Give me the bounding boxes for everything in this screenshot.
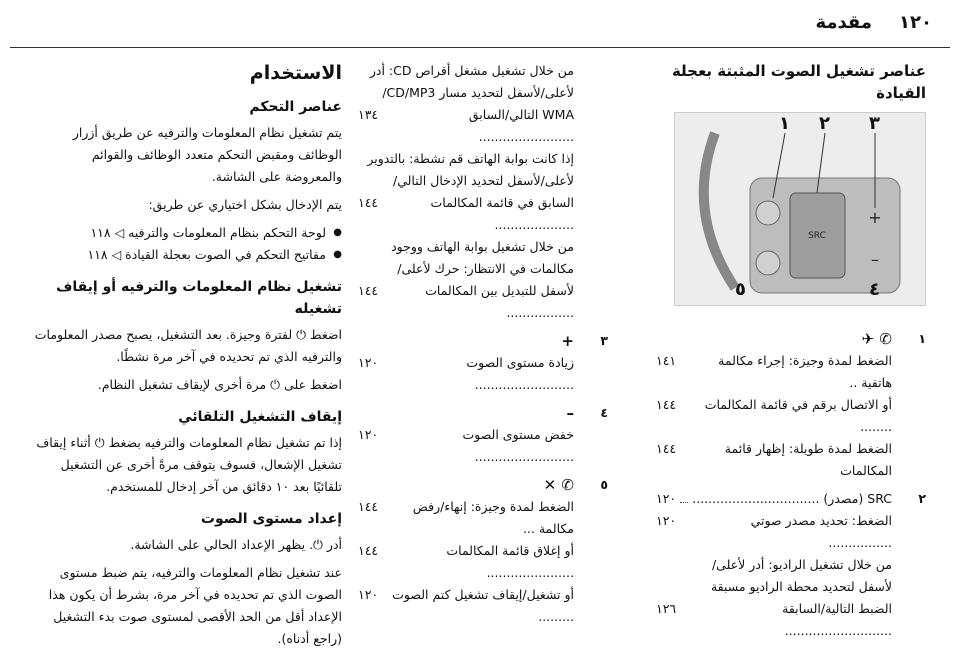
entry-number: ٥ [600,477,608,492]
paragraph: يتم تشغيل نظام المعلومات والترفيه عن طريق أزرار الوظائف ومقبض التحكم متعدد الوظائف والقوائم والمعروضة على الشاشة. [72,125,342,184]
page-header [0,0,960,48]
callout-4: ٤ [869,279,880,300]
controls-heading: عناصر التحكم [249,99,342,115]
entry-line: إذا كانت بوابة الهاتف قم نشطة: بالتدوير [367,151,574,166]
paragraph: إذا تم تشغيل نظام المعلومات والترفيه بضغط ⏻ أثناء إيقاف تشغيل الإشعال، فسوف يتوقف مرةً أخرى عن التشغيل تلقائيًا بعد ١٠ دقائق من آخر إدخال للمستخدم. [36,435,342,494]
volume-heading: إعداد مستوى الصوت [200,511,342,527]
entry-line: من خلال تشغيل بوابة الهاتف ووجود [391,239,574,254]
bullet-item: ● مفاتيح التحكم في الصوت بعجلة القيادة ◁ ١١٨ [34,244,342,266]
entry-3 [358,330,608,396]
entry-line: السابق في قائمة المكالمات .................... ١٤٤ [358,195,574,232]
entry-line: الضغط لمدة وجيزة: إجراء مكالمة هاتفية .. ١٤١ [656,353,892,390]
entry-line: لأعلى/لأسفل لتحديد مسار CD/MP3/ [382,85,574,100]
entry-line: لأعلى/لأسفل لتحديد الإدخال التالي/ [392,173,574,188]
phone-answer-icon: ✆ ✈ [861,330,892,348]
src-label: SRC [808,231,826,241]
entry-line: الضغط لمدة طويلة: إظهار قائمة المكالمات ١٤٤ [656,441,892,478]
entry-number: ١ [918,331,926,346]
entry-line: الضبط التالية/السابقة ........................... ١٢٦ [656,601,892,638]
usage-title: الاستخدام [249,62,342,84]
entry-line: الضغط لمدة وجيزة: إنهاء/رفض مكالمة ... ١٤٤ [358,499,574,536]
phone-icon [756,201,780,225]
minus-icon: – [871,250,879,269]
entry-line: لأسفل لتحديد محطة الراديو مسبقة [710,579,892,594]
plus-icon: + [561,332,574,350]
entry-4 [358,402,608,468]
right-column [656,60,926,648]
paragraph: يتم الإدخال بشكل اختياري عن طريق: [148,197,342,212]
paragraph: عند تشغيل نظام المعلومات والترفيه، يتم ضبط مستوى الصوت الذي تم تحديده في آخر مرة، بشرط أن يكون هذا الإعداد أقل من الحد الأقصى لمستوى صوت بدء التشغيل (راجع أدناه). [48,565,342,646]
left-column [34,60,342,656]
bullet-item: ● لوحة التحكم بنظام المعلومات والترفيه ◁ ١١٨ [34,222,342,244]
entry-line: أو تشغيل/إيقاف تشغيل كتم الصوت ......... ١٢٠ [358,587,574,624]
callout-2: ٢ [819,113,830,134]
phone-end-icon [756,251,780,275]
entry-line: من خلال تشغيل الراديو: أدر لأعلى/ [711,557,892,572]
auto-off-heading: إيقاف التشغيل التلقائي [178,409,342,425]
paragraph: أدر ⏻. يظهر الإعداد الحالي على الشاشة. [130,537,342,552]
page-number: ١٢٠ [899,12,932,33]
entry-line: الضغط: تحديد مصدر صوتي ................ ١٢٠ [656,513,892,550]
phone-end-icon: ✆ ✕ [543,476,574,494]
callout-1: ١ [779,113,790,134]
entry-number: ٣ [600,333,608,348]
entry-line: أو الاتصال برقم في قائمة المكالمات ........ ١٤٤ [656,397,892,434]
middle-column [358,60,608,634]
entry-2 [656,488,926,642]
entry-line: من خلال تشغيل مشغل أقراص CD: أدر [369,63,574,78]
steering-wheel-controls-diagram [674,112,926,306]
minus-icon: – [566,404,574,422]
entry-2-continued [358,60,608,324]
entry-line: SRC (مصدر) ................................ ١٢٠ [656,491,892,506]
entry-line: خفض مستوى الصوت ......................... ١٢٠ [358,427,574,464]
entry-5 [358,474,608,628]
entry-number: ٢ [918,491,926,506]
entry-number: ٤ [600,405,608,420]
entry-line: WMA التالي/السابق ........................ ١٣٤ [358,107,574,144]
paragraph: اضغط ⏻ لفترة وجيزة. بعد التشغيل، يصبح مصدر المعلومات والترفيه الذي تم تحديده في آخر مرة نشطًا. [34,327,342,364]
section-title: مقدمة [815,12,872,33]
callout-5: ٥ [735,279,746,300]
header-rule [10,47,950,48]
steering-wheel-illustration [675,113,925,305]
entry-1 [656,328,926,482]
power-heading: تشغيل نظام المعلومات والترفيه أو إيقاف تشغيله [56,279,342,317]
entry-line: مكالمات في الانتظار: حرك لأعلى/ [397,261,574,276]
entry-line: لأسفل للتبديل بين المكالمات ................. ١٤٤ [358,283,574,320]
entry-line: أو إغلاق قائمة المكالمات ...................... ١٤٤ [358,543,574,580]
right-column-title: عناصر تشغيل الصوت المثبتة بعجلة القيادة [671,62,926,102]
plus-icon: + [868,208,882,227]
paragraph: اضغط على ⏻ مرة أخرى لإيقاف تشغيل النظام. [97,377,342,392]
entry-line: زيادة مستوى الصوت ......................... ١٢٠ [358,355,574,392]
callout-3: ٣ [869,113,880,134]
